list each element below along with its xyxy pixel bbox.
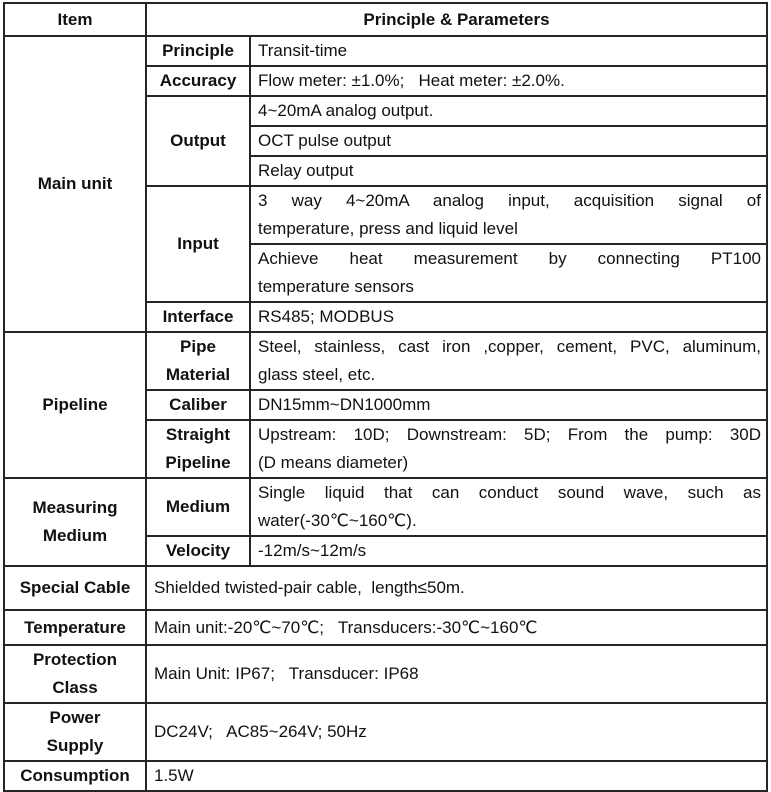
principle-label-cell: Principle	[146, 36, 250, 66]
power-supply-label-cell: Power Supply	[4, 703, 146, 761]
interface-label-cell: Interface	[146, 302, 250, 332]
input-value-2-cell: Achieve heat measurement by connecting PT100 temperature sensors	[250, 244, 767, 302]
caliber-value-cell: DN15mm~DN1000mm	[250, 390, 767, 420]
interface-value-cell: RS485; MODBUS	[250, 302, 767, 332]
straight-pipeline-value-cell: Upstream: 10D; Downstream: 5D; From the pump: 30D (D means diameter)	[250, 420, 767, 478]
input-label-cell: Input	[146, 186, 250, 302]
spec-table	[3, 2, 768, 792]
output-value-3-cell: Relay output	[250, 156, 767, 186]
power-supply-value-cell: DC24V; AC85~264V; 50Hz	[146, 703, 767, 761]
principle-value-cell: Transit-time	[250, 36, 767, 66]
velocity-value-cell: -12m/s~12m/s	[250, 536, 767, 566]
input-value-1-cell: 3 way 4~20mA analog input, acquisition signal of temperature, press and liquid level	[250, 186, 767, 244]
protection-class-label-cell: Protection Class	[4, 645, 146, 703]
accuracy-label-cell: Accuracy	[146, 66, 250, 96]
pipeline-label-cell: Pipeline	[4, 332, 146, 478]
medium-label-cell: Medium	[146, 478, 250, 536]
consumption-label-cell: Consumption	[4, 761, 146, 791]
medium-value-cell: Single liquid that can conduct sound wave, such as water(-30℃~160℃).	[250, 478, 767, 536]
special-cable-value-cell: Shielded twisted-pair cable, length≤50m.	[146, 566, 767, 610]
straight-pipeline-label-cell: Straight Pipeline	[146, 420, 250, 478]
output-value-2-cell: OCT pulse output	[250, 126, 767, 156]
header-item-cell: Item	[4, 3, 146, 36]
output-value-1-cell: 4~20mA analog output.	[250, 96, 767, 126]
caliber-label-cell: Caliber	[146, 390, 250, 420]
special-cable-label-cell: Special Cable	[4, 566, 146, 610]
velocity-label-cell: Velocity	[146, 536, 250, 566]
temperature-label-cell: Temperature	[4, 610, 146, 645]
header-params-cell: Principle & Parameters	[146, 3, 767, 36]
measuring-medium-label-cell: Measuring Medium	[4, 478, 146, 566]
protection-class-value-cell: Main Unit: IP67; Transducer: IP68	[146, 645, 767, 703]
main-unit-label-cell: Main unit	[4, 36, 146, 332]
output-label-cell: Output	[146, 96, 250, 186]
pipe-material-label-cell: Pipe Material	[146, 332, 250, 390]
accuracy-value-cell: Flow meter: ±1.0%; Heat meter: ±2.0%.	[250, 66, 767, 96]
pipe-material-value-cell: Steel, stainless, cast iron ,copper, cement, PVC, aluminum, glass steel, etc.	[250, 332, 767, 390]
consumption-value-cell: 1.5W	[146, 761, 767, 791]
temperature-value-cell: Main unit:-20℃~70℃; Transducers:-30℃~160℃	[146, 610, 767, 645]
